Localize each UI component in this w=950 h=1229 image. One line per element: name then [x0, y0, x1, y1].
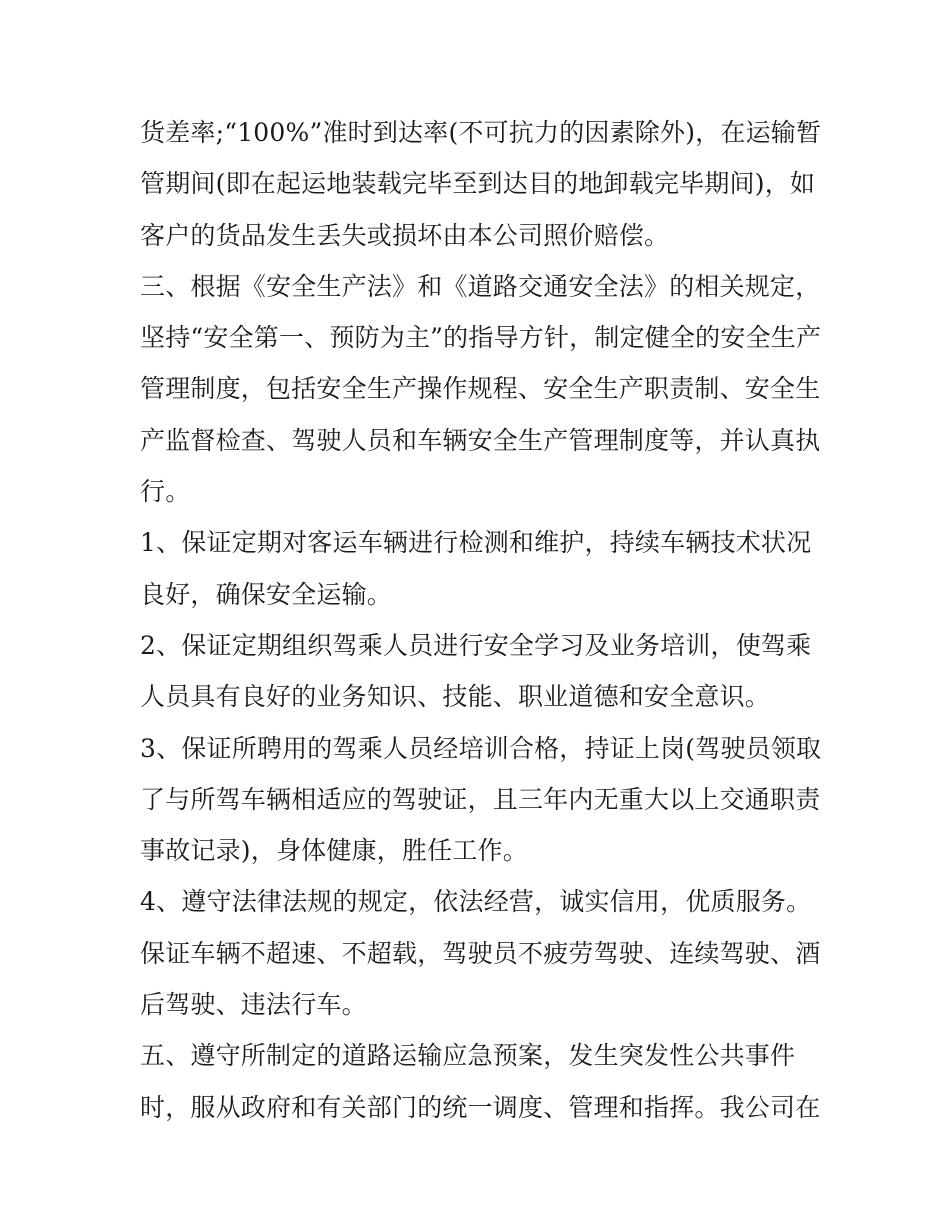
- text-line: 管期间(即在起运地装载完毕至到达目的地卸载完毕期间)，如: [140, 169, 816, 199]
- text-line: 坚持“安全第一、预防为主”的指导方针，制定健全的安全生产: [140, 323, 822, 353]
- text-line: 人员具有良好的业务知识、技能、职业道德和安全意识。: [140, 682, 771, 712]
- document-body: [140, 107, 820, 1133]
- text-line: 五、遵守所制定的道路运输应急预案，发生突发性公共事件: [140, 1041, 796, 1071]
- text-line: 保证车辆不超速、不超载，驾驶员不疲劳驾驶、连续驾驶、酒: [140, 938, 821, 968]
- text-line: 行。: [140, 477, 191, 507]
- text-line: 货差率;“100%”准时到达率(不可抗力的因素除外)，在运输暂: [140, 118, 822, 147]
- text-line: 客户的货品发生丢失或损坏由本公司照价赔偿。: [140, 220, 670, 250]
- text-line: 4、遵守法律法规的规定，依法经营，诚实信用，优质服务。: [140, 887, 812, 917]
- text-line: 良好，确保安全运输。: [140, 579, 393, 609]
- text-line: 产监督检查、驾驶人员和车辆安全生产管理制度等，并认真执: [140, 425, 821, 455]
- text-line: 管理制度，包括安全生产操作规程、安全生产职责制、安全生: [140, 374, 821, 404]
- text-line: 三、根据《安全生产法》和《道路交通安全法》的相关规定，: [140, 271, 821, 301]
- text-line: 时，服从政府和有关部门的统一调度、管理和指挥。我公司在: [140, 1092, 821, 1122]
- text-line: 后驾驶、违法行车。: [140, 990, 367, 1020]
- text-line: 了与所驾车辆相适应的驾驶证，且三年内无重大以上交通职责: [140, 784, 821, 814]
- text-line: 3、保证所聘用的驾乘人员经培训合格，持证上岗(驾驶员领取: [140, 733, 822, 763]
- text-line: 事故记录)，身体健康，胜任工作。: [140, 836, 528, 866]
- text-line: 1、保证定期对客运车辆进行检测和维护，持续车辆技术状况: [140, 528, 812, 558]
- text-line: 2、保证定期组织驾乘人员进行安全学习及业务培训，使驾乘: [140, 630, 812, 660]
